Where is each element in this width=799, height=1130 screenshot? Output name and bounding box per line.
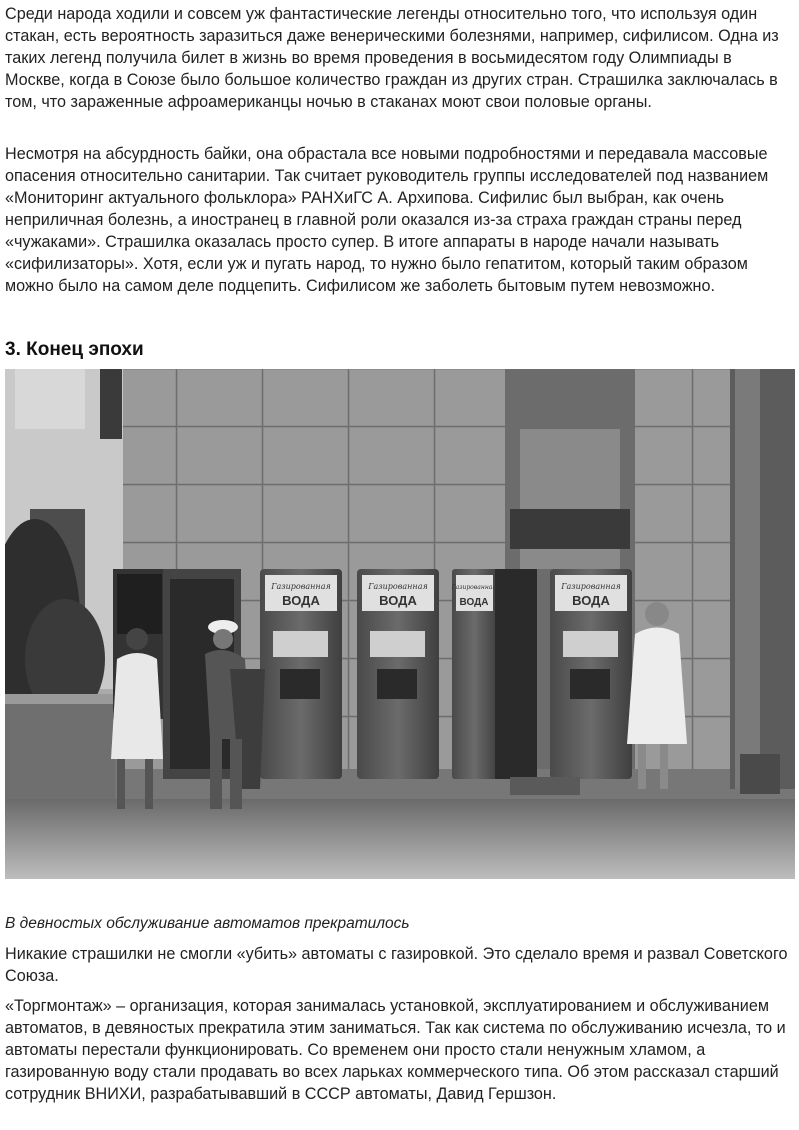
soda-machines-photo [5,369,795,879]
paragraph-legend: Среди народа ходили и совсем уж фантастические легенды относительно того, что используя один стакан, есть вероятность заразиться даже венерическими болезнями, например, сифилисом. Одна из таких легенд получила билет в жизнь во время проведения в восьмидесятом году Олимпиады в Москве, когда в Союзе было большое количество граждан из других стран. Страшилка заключалась в том, что зараженные афроамериканцы ночью в стаканах моют свои половые органы. [5,5,779,111]
sign-word-3: ВОДА [459,597,489,608]
sign-script-2: Газированная [368,582,428,591]
photo-caption: В девностых обслуживание автоматов прекратилось [5,915,410,932]
paragraph-torgmontazh: «Торгмонтаж» – организация, которая занималась установкой, эксплуатированием и обслуживанием автоматов, в девяностых прекратила этим заниматься. Так как система по обслуживанию исчезла, то и автоматы перестали функционировать. Со временем они просто стали ненужным хламом, а газированную воду стали продавать во всех ларьках коммерческого типа. Об этом рассказал старший сотрудник ВНИХИ, разрабатывавший в СССР автоматы, Давид Гершзон. [5,997,786,1103]
sign-word-4: ВОДА [572,593,610,608]
section-heading: 3. Конец эпохи [5,339,144,360]
paragraph-end-of-era: Никакие страшилки не смогли «убить» автоматы с газировкой. Это сделало время и развал Советского Союза. [5,945,788,985]
sign-script-3: Газированная [451,584,497,591]
sign-word-1: ВОДА [282,593,320,608]
sign-script-1: Газированная [271,582,331,591]
sign-word-2: ВОДА [379,593,417,608]
paragraph-absurdity: Несмотря на абсурдность байки, она обрастала все новыми подробностями и передавала массовые опасения относительно санитарии. Так считает руководитель группы исследователей под названием «Мониторинг актуального фольклора» РАНХиГС А. Архипова. Сифилис был выбран, как очень неприличная болезнь, а иностранец в главной роли оказался из-за страха граждан страны перед «чужаками». Страшилка оказалась просто супер. В итоге аппараты в народе начали называть «сифилизаторы». Хотя, если уж и пугать народ, то нужно было гепатитом, который таким образом можно было на самом деле подцепить. Сифилисом же заболеть бытовым путем невозможно. [5,145,769,295]
photo-illustration [5,369,795,879]
sign-script-4: Газированная [561,582,621,591]
